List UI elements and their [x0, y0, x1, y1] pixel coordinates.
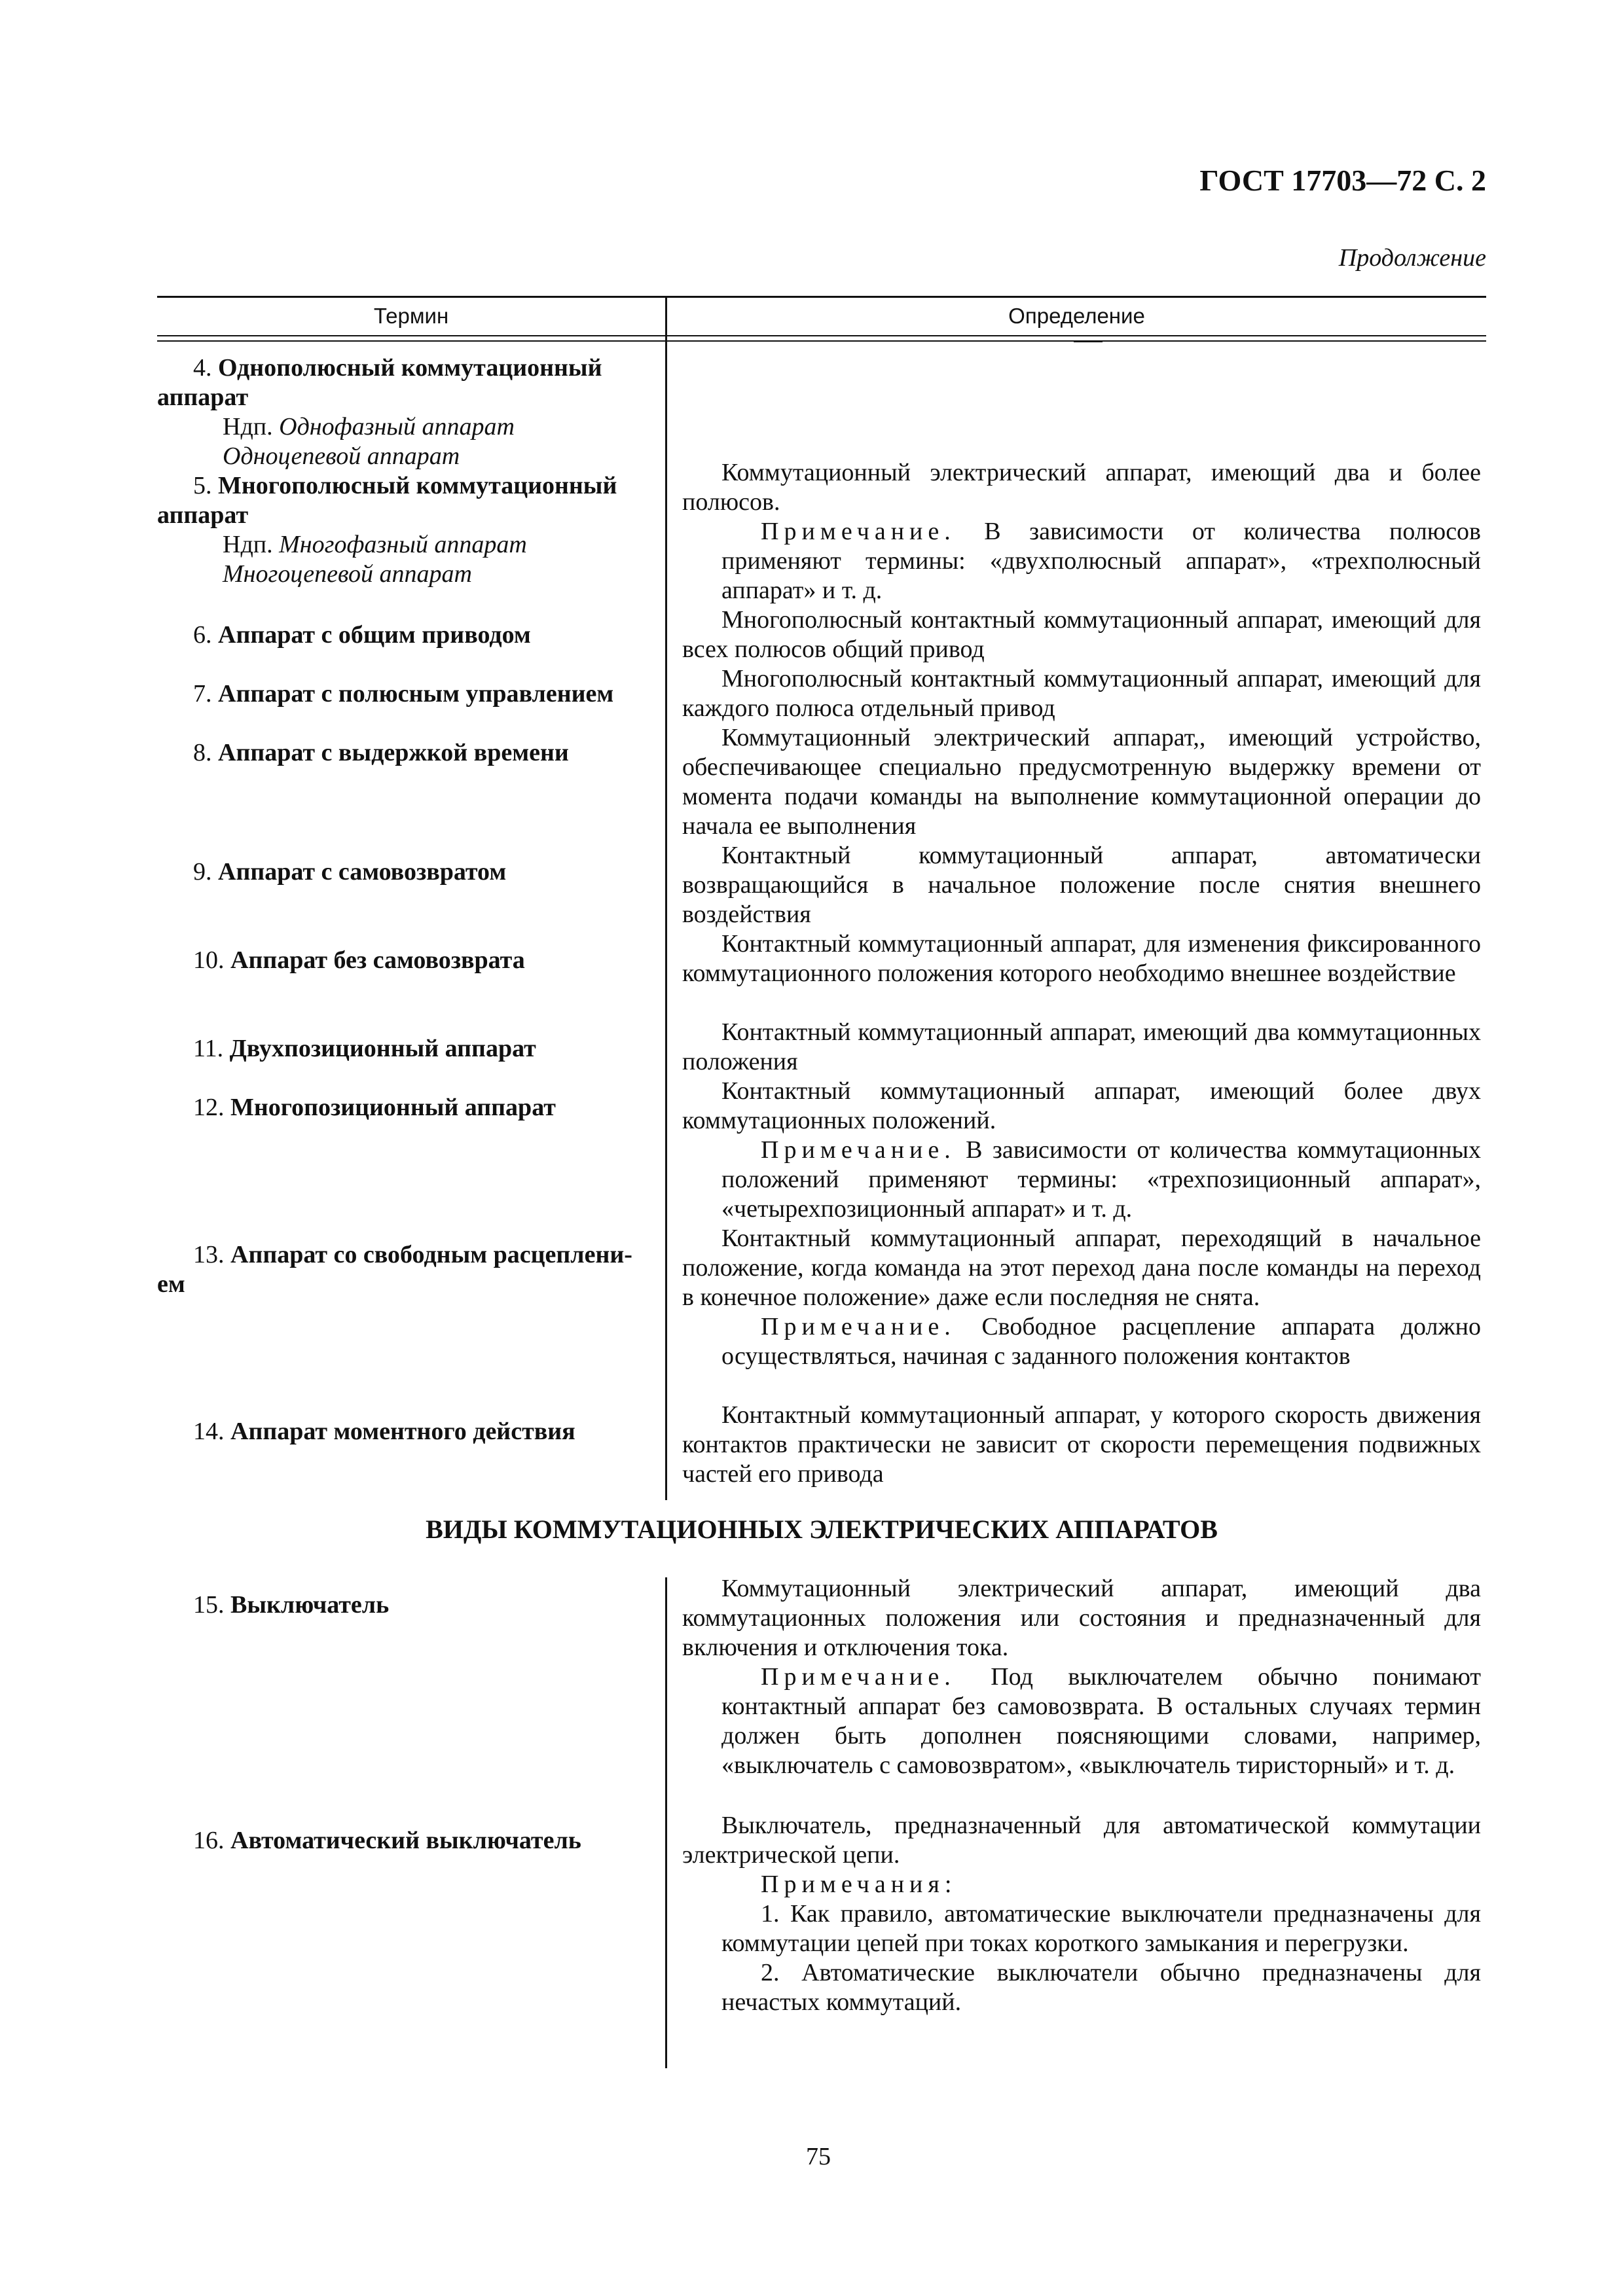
- definition-text: Коммутационный электрический аппарат,, имеющий устройство, обеспечивающее специально предусмотренную выдержку времени от момента подачи команды на выполнение коммутационной операции до начала ее выполнения: [682, 724, 1481, 840]
- non-recommended-term: Многофазный аппарат: [279, 531, 527, 558]
- non-recommended-term: Однофазный аппарат: [279, 413, 515, 440]
- term-number: 6.: [193, 621, 212, 649]
- continuation-label: Продолжение: [1338, 244, 1486, 272]
- term-row-16: [157, 1826, 655, 1856]
- definition-text: Коммутационный электрический аппарат, имеющий два коммутационных положения или состояния и предназначенный для включения и отключения тока.: [682, 1575, 1481, 1661]
- term-number: 14.: [193, 1418, 225, 1445]
- term-row-12: [157, 1093, 655, 1122]
- term-row-11: [157, 1034, 655, 1064]
- notes-heading: [682, 1870, 1481, 1899]
- table-header-rule-2: [157, 340, 1486, 342]
- empty-definition-dash: [1074, 340, 1103, 342]
- definition-row-8: [682, 723, 1481, 841]
- definition-row-9: [682, 841, 1481, 929]
- note-label: Примечание.: [761, 518, 956, 545]
- ndp-label: Ндп.: [223, 413, 273, 440]
- table-header-rule-1: [157, 335, 1486, 336]
- term-row-8: [157, 738, 655, 768]
- term-row-10: [157, 946, 655, 975]
- section-title: ВИДЫ КОММУТАЦИОННЫХ ЭЛЕКТРИЧЕСКИХ АППАРАТОВ: [426, 1515, 1218, 1544]
- term-title-cont: аппарат: [157, 501, 249, 529]
- definition-text: Выключатель, предназначенный для автоматической коммутации электрической цепи.: [682, 1812, 1481, 1869]
- definition-note-2: 2. Автоматические выключатели обычно предназначены для нечастых коммутаций.: [721, 1959, 1481, 2016]
- definition-text: Контактный коммутационный аппарат, имеющий два коммутационных положения: [682, 1018, 1481, 1075]
- note-text: Свободное расцепление аппарата должно осуществляться, начиная с заданного положения контактов: [721, 1313, 1481, 1370]
- definition-row-6: [682, 605, 1481, 664]
- term-title: Аппарат с самовозвратом: [218, 858, 507, 886]
- definition-note: [682, 517, 1481, 605]
- term-title: Аппарат моментного действия: [230, 1418, 575, 1445]
- term-number: 9.: [193, 858, 212, 886]
- definition-note-1: 1. Как правило, автоматические выключатели предназначены для коммутации цепей при токах короткого замыкания и перегрузки.: [721, 1900, 1481, 1957]
- table2-column-divider: [665, 1577, 667, 2068]
- definition-text: Многополюсный контактный коммутационный аппарат, имеющий для каждого полюса отдельный привод: [682, 665, 1481, 722]
- definition-row-5: [682, 458, 1481, 605]
- non-recommended-term: Одноцепевой аппарат: [223, 442, 460, 470]
- term-number: 7.: [193, 680, 212, 708]
- definition-row-11: [682, 1018, 1481, 1077]
- definition-row-7: [682, 664, 1481, 723]
- term-row-9: [157, 857, 655, 887]
- term-number: 4.: [193, 354, 212, 382]
- definition-text: Контактный коммутационный аппарат, для изменения фиксированного коммутационного положения которого необходимо внешнее воздействие: [682, 930, 1481, 987]
- term-title: Многополюсный коммутационный: [218, 472, 617, 499]
- definition-row-16: [682, 1811, 1481, 2017]
- note-text: В зависимости от количества полюсов применяют термины: «двухполюсный аппарат», «трехполюсный аппарат» и т. д.: [721, 518, 1481, 604]
- note-label: Примечание.: [761, 1313, 956, 1340]
- definition-note: [682, 1136, 1481, 1224]
- term-row-5: [157, 471, 655, 589]
- term-title: Аппарат с выдержкой времени: [218, 739, 569, 766]
- term-title: Аппарат со свободным расцеплени-: [230, 1241, 632, 1268]
- term-title: Многопозиционный аппарат: [230, 1094, 556, 1121]
- term-row-6: [157, 620, 655, 650]
- non-recommended-term: Многоцепевой аппарат: [223, 560, 472, 588]
- definition-row-15: [682, 1574, 1481, 1780]
- definition-text: Контактный коммутационный аппарат, имеющий более двух коммутационных положений.: [682, 1077, 1481, 1134]
- column-header-definition: Определение: [1008, 304, 1145, 328]
- document-code: ГОСТ 17703—72 С. 2: [1199, 164, 1486, 197]
- term-number: 12.: [193, 1094, 225, 1121]
- definition-text: Контактный коммутационный аппарат, автоматически возвращающийся в начальное положение после снятия внешнего воздействия: [682, 842, 1481, 928]
- term-title: Аппарат с общим приводом: [218, 621, 531, 649]
- term-title: Двухпозиционный аппарат: [229, 1035, 536, 1062]
- term-number: 15.: [193, 1591, 225, 1619]
- definition-note: [682, 1312, 1481, 1371]
- term-row-7: [157, 679, 655, 709]
- term-title: Однополюсный коммутационный: [218, 354, 602, 382]
- definition-note: [682, 1662, 1481, 1780]
- definition-row-14: [682, 1401, 1481, 1489]
- term-number: 13.: [193, 1241, 225, 1268]
- definition-text: Контактный коммутационный аппарат, у которого скорость движения контактов практически не зависит от скорости перемещения подвижных частей его привода: [682, 1401, 1481, 1488]
- note-text: В зависимости от количества коммутационных положений применяют термины: «трехпозиционный аппарат», «четырехпозиционный аппарат» и т. д.: [721, 1136, 1481, 1223]
- term-title: Автоматический выключатель: [230, 1827, 581, 1854]
- table-column-divider: [665, 296, 667, 1500]
- term-title-cont: аппарат: [157, 384, 249, 411]
- notes-label: Примечания:: [761, 1871, 957, 1898]
- definition-row-10: [682, 929, 1481, 988]
- definition-text: Коммутационный электрический аппарат, имеющий два и более полюсов.: [682, 459, 1481, 516]
- definition-text: Контактный коммутационный аппарат, переходящий в начальное положение, когда команда на этот переход дана после команды на переход в конечное положение» даже если последняя не снята.: [682, 1225, 1481, 1311]
- term-number: 10.: [193, 946, 225, 974]
- term-row-13: [157, 1240, 655, 1299]
- term-row-15: [157, 1590, 655, 1620]
- note-text: Под выключателем обычно понимают контактный аппарат без самовозврата. В остальных случаях термин должен быть дополнен поясняющими словами, например, «выключатель с самовозвратом», «выключатель тиристорный» и т. д.: [721, 1663, 1481, 1779]
- term-title: Аппарат с полюсным управлением: [218, 680, 614, 708]
- note-label: Примечание.: [761, 1663, 956, 1691]
- page-number: 75: [806, 2143, 831, 2170]
- term-row-14: [157, 1417, 655, 1446]
- ndp-label: Ндп.: [223, 531, 273, 558]
- term-number: 8.: [193, 739, 212, 766]
- table-top-rule: [157, 296, 1486, 298]
- term-number: 5.: [193, 472, 212, 499]
- note-label: Примечание.: [761, 1136, 956, 1164]
- term-number: 11.: [193, 1035, 224, 1062]
- definition-text: Многополюсный контактный коммутационный аппарат, имеющий для всех полюсов общий привод: [682, 606, 1481, 663]
- term-title: Выключатель: [230, 1591, 390, 1619]
- term-row-4: [157, 353, 655, 471]
- column-header-term: Термин: [373, 304, 449, 328]
- definition-row-13: [682, 1224, 1481, 1371]
- term-number: 16.: [193, 1827, 225, 1854]
- term-title-cont: ем: [157, 1270, 185, 1298]
- definition-row-12: [682, 1077, 1481, 1224]
- term-title: Аппарат без самовозврата: [230, 946, 525, 974]
